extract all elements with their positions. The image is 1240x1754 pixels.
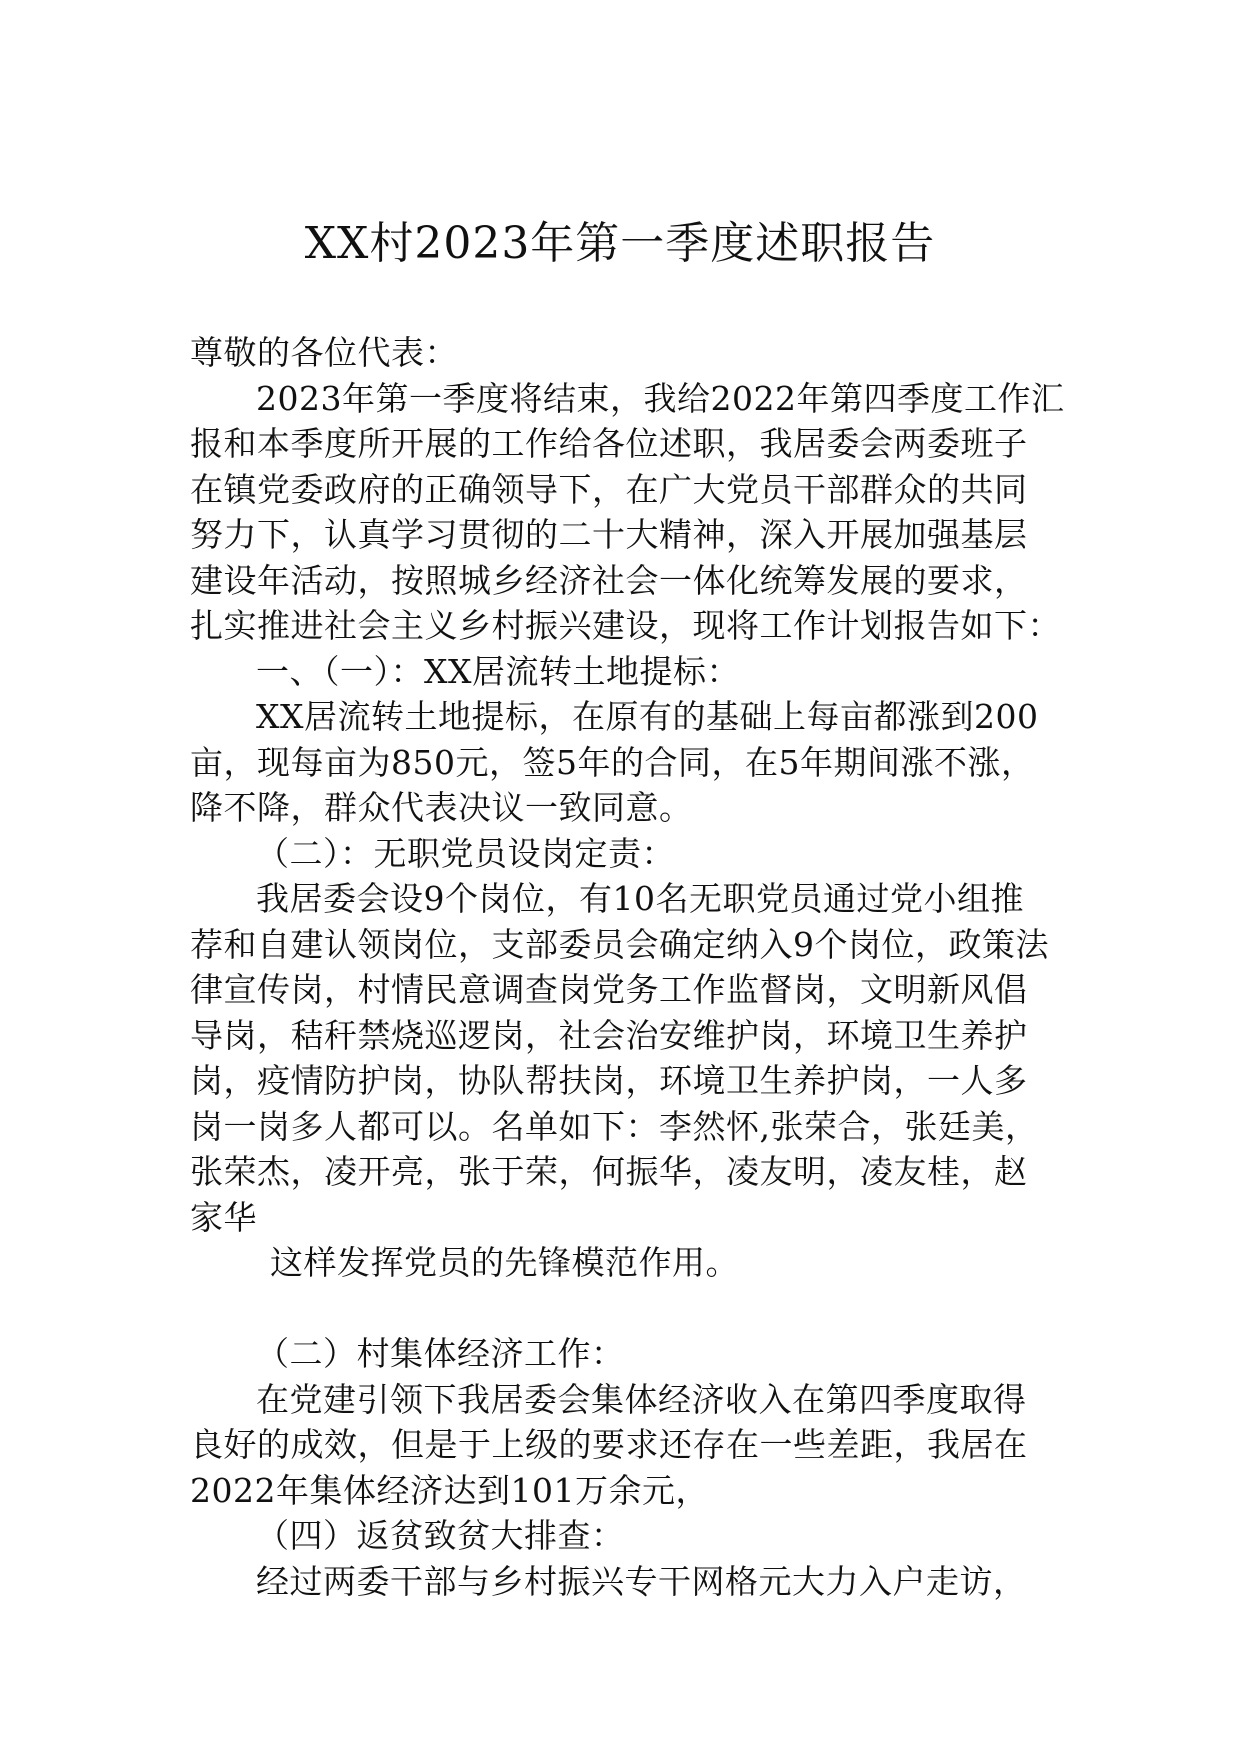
section-heading: （二）：无职党员设岗定责： xyxy=(256,833,675,873)
paragraph-line: 律宣传岗，村情民意调查岗党务工作监督岗，文明新风倡 xyxy=(190,970,1028,1009)
section-heading: （二）村集体经济工作： xyxy=(256,1334,625,1373)
document-body xyxy=(190,330,1065,1604)
paragraph-line: 2023年第一季度将结束，我给2022年第四季度工作汇 xyxy=(256,378,1065,418)
paragraph-line: 这样发挥党员的先锋模范作用。 xyxy=(270,1243,739,1282)
paragraph-line: 扎实推进社会主义乡村振兴建设，现将工作计划报告如下： xyxy=(190,606,1061,645)
section-heading: 一、（一）：XX居流转土地提标： xyxy=(256,651,740,691)
paragraph-line: 经过两委干部与乡村振兴专干网格元大力入户走访， xyxy=(256,1561,1027,1601)
blank-line xyxy=(190,1286,1060,1332)
section-heading: （四）返贫致贫大排查： xyxy=(256,1516,625,1555)
paragraph-line: 在党建引领下我居委会集体经济收入在第四季度取得 xyxy=(256,1379,1027,1419)
paragraph-line: XX居流转土地提标，在原有的基础上每亩都涨到200 xyxy=(256,697,1039,736)
paragraph-line: 良好的成效，但是于上级的要求还存在一些差距，我居在 xyxy=(190,1425,1028,1464)
paragraph-line: 降不降，群众代表决议一致同意。 xyxy=(190,788,693,827)
paragraph-line: 建设年活动，按照城乡经济社会一体化统筹发展的要求， xyxy=(190,560,1028,600)
document-title: XX村2023年第一季度述职报告 xyxy=(304,218,936,269)
paragraph-line: 荐和自建认领岗位，支部委员会确定纳入9个岗位，政策法 xyxy=(190,924,1049,964)
paragraph-line: 报和本季度所开展的工作给各位述职，我居委会两委班子 xyxy=(190,424,1028,463)
paragraph-line: 家华 xyxy=(190,1197,257,1237)
paragraph-line: 我居委会设9个岗位，有10名无职党员通过党小组推 xyxy=(256,879,1024,918)
paragraph-line: 岗一岗多人都可以。名单如下：李然怀,张荣合，张廷美， xyxy=(190,1106,1039,1146)
paragraph-line: 2022年集体经济达到101万余元， xyxy=(190,1470,709,1510)
salutation: 尊敬的各位代表： xyxy=(190,333,458,372)
paragraph-line: 在镇党委政府的正确领导下，在广大党员干部群众的共同 xyxy=(190,469,1028,509)
paragraph-line: 岗，疫情防护岗，协队帮扶岗，环境卫生养护岗，一人多 xyxy=(190,1061,1028,1100)
paragraph-line: 亩，现每亩为850元，签5年的合同，在5年期间涨不涨， xyxy=(190,742,1035,782)
paragraph-line: 导岗，秸秆禁烧巡逻岗，社会治安维护岗，环境卫生养护 xyxy=(190,1015,1028,1055)
paragraph-line: 张荣杰，凌开亮，张于荣，何振华，凌友明，凌友桂，赵 xyxy=(190,1152,1028,1191)
paragraph-line: 努力下，认真学习贯彻的二十大精神，深入开展加强基层 xyxy=(190,515,1028,554)
